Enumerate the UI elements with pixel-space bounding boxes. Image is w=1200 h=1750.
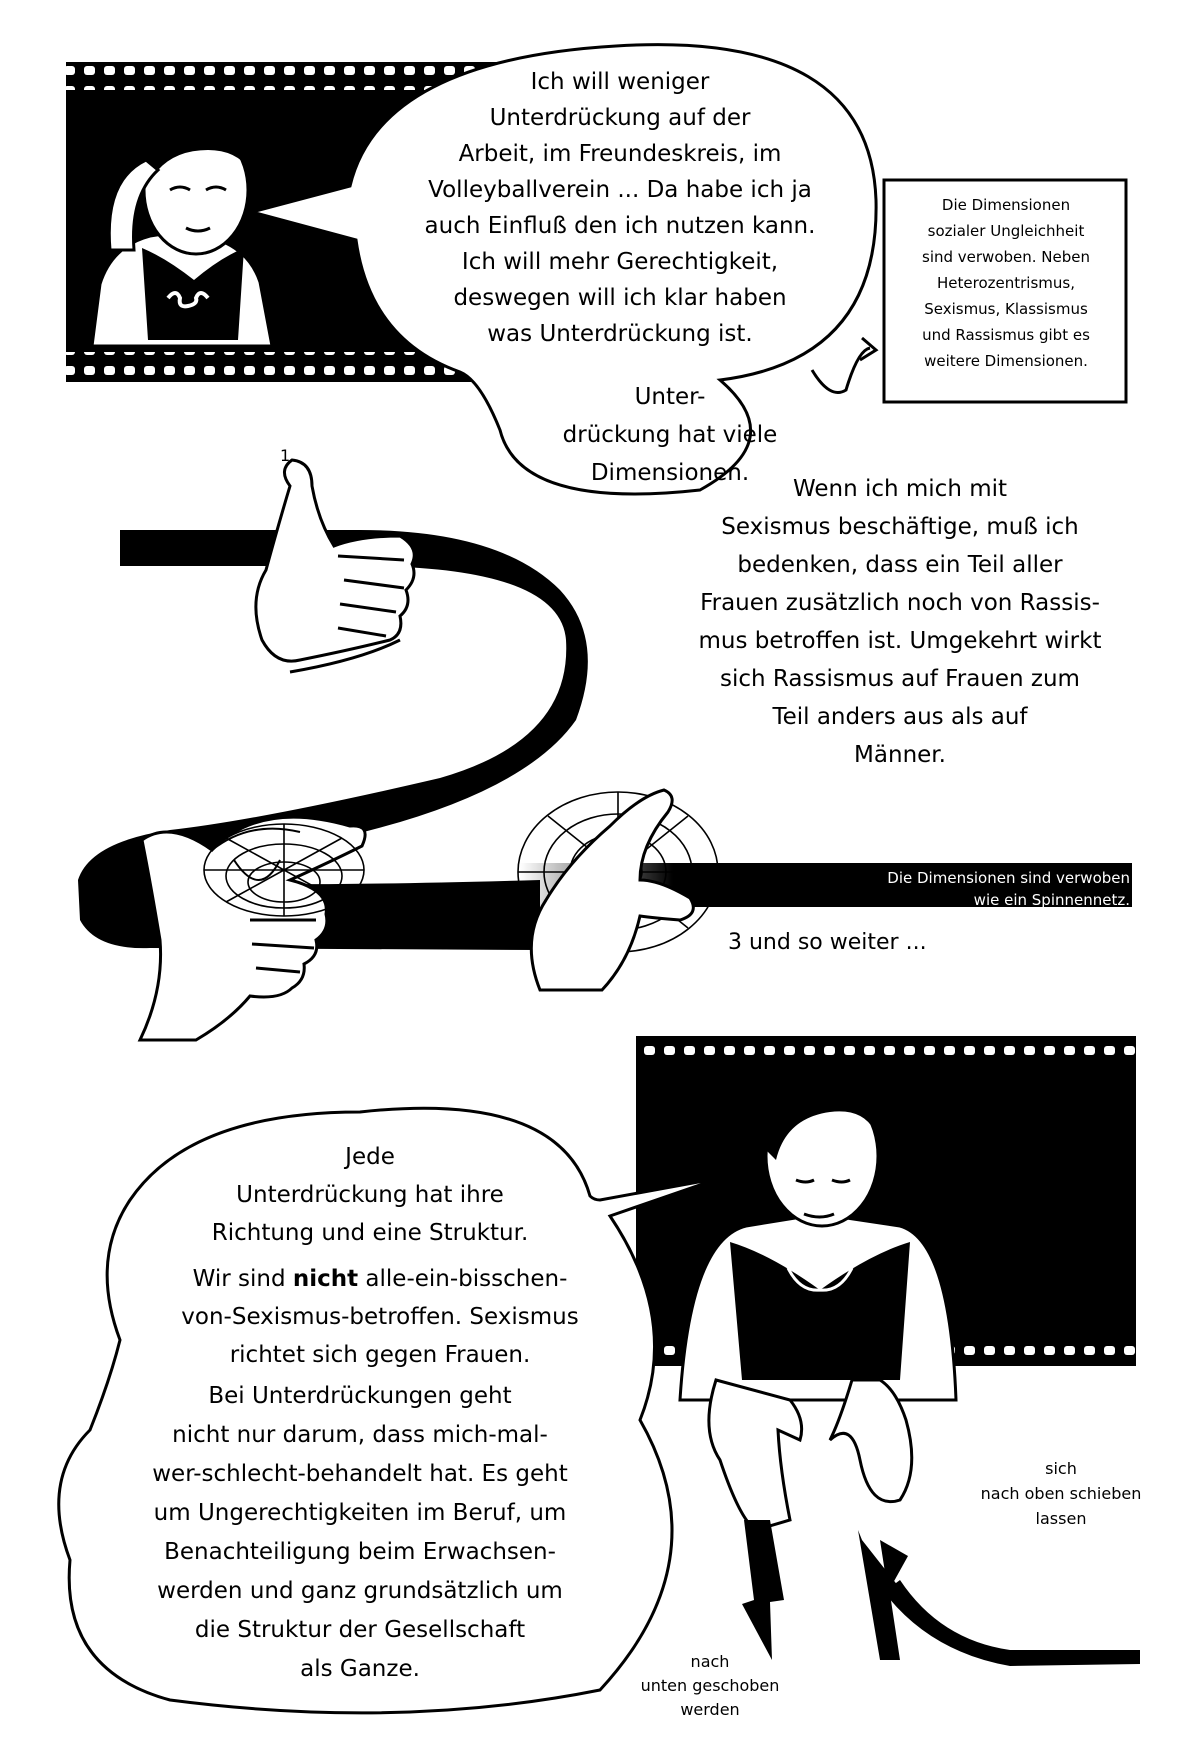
- spiderweb-icon: [204, 824, 364, 916]
- strip-caption: Die Dimensionen sind verwoben wie ein Spinnennetz.: [887, 869, 1130, 909]
- count-label-1: 1: [280, 446, 291, 465]
- speech-not-all-text: [120, 1260, 640, 1374]
- caption-box-text: Die Dimensionen sozialer Ungleichheit sind verwoben. Neben Heterozentrismus, Sexismus, Klassismus und Rassismus gibt es weitere Dimensionen.: [922, 196, 1090, 370]
- arrow-up-icon: [858, 1530, 1140, 1666]
- speech-sexism-text: Wenn ich mich mit Sexismus beschäftige, muß ich bedenken, dass ein Teil aller Frauen zusätzlich noch von Rassis- mus betroffen ist. Umgekehrt wirkt sich Rassismus auf Frauen zum Teil anders aus als auf Männer.: [698, 476, 1102, 768]
- count-note-3: 3 und so weiter ...: [728, 930, 927, 955]
- hand-1-icon: [256, 460, 414, 672]
- label-pushed-up: sich nach oben schieben lassen: [980, 1459, 1142, 1528]
- speech-not-all-emphasis: nicht: [292, 1266, 359, 1292]
- arrow-down-icon: [742, 1520, 784, 1660]
- speech-not-all-prefix: Wir sind: [192, 1266, 293, 1292]
- label-pushed-down: nach unten geschoben werden: [640, 1652, 780, 1719]
- speech-direction-text: Jede Unterdrückung hat ihre Richtung und eine Struktur.: [211, 1144, 529, 1246]
- speech-structure-text: Bei Unterdrückungen geht nicht nur darum, dass mich-mal- wer-schlecht-behandelt hat. Es geht um Ungerechtigkeiten im Beruf, um Benachteiligung beim Erwachsen- werden und ganz grundsätzlich um die Struktur der Gesellschaft als Ganze.: [152, 1383, 568, 1682]
- hand-3-with-web-icon: [518, 790, 718, 990]
- speech-dimensions-text: Unter- drückung hat viele Dimensionen.: [562, 384, 778, 486]
- speech-main-text: Ich will weniger Unterdrückung auf der Arbeit, im Freundeskreis, im Volleyballverein ... Da habe ich ja auch Einfluß den ich nutzen kann. Ich will mehr Gerechtigkeit, deswegen will ich klar haben was Unterdrückung ist.: [424, 69, 816, 347]
- speech-not-all-rest: alle-ein-bisschen- von-Sexismus-betroffen. Sexismus richtet sich gegen Frauen.: [181, 1266, 579, 1368]
- count-label-2: 2: [374, 810, 385, 829]
